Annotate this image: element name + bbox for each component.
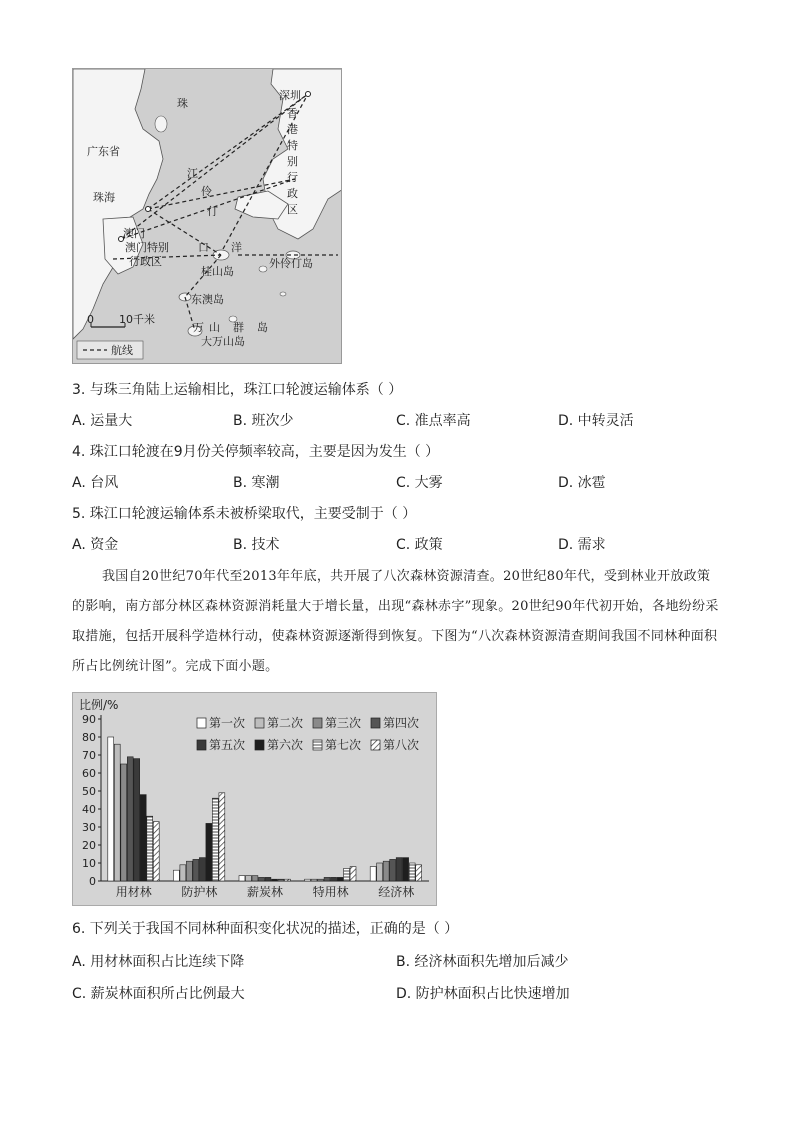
chart-bar — [259, 877, 265, 881]
map-svg — [73, 69, 342, 364]
chart-bar — [350, 867, 356, 881]
question-5-option-c[interactable]: C. 政策 — [396, 537, 443, 553]
chart-category-label: 经济林 — [378, 885, 415, 899]
scale-bar — [87, 312, 155, 327]
reading-passage: 我国自20世纪70年代至2013年年底，共开展了八次森林资源清查。20世纪80年代，受到林业开放政策的影响，南方部分林区森林资源消耗量大于增长量，出现“森林赤字”现象。20世纪90年代初开始，各地纷纷采取措施，包括开展科学造林行动，使森林资源逐渐得到恢复。下图为“八次森林资源清查期间我国不同林种面积所占比例统计图”。完成下面小题。 — [72, 569, 719, 674]
question-5-option-b[interactable]: B. 技术 — [233, 537, 280, 553]
map-label-ding: 仃 — [207, 205, 218, 218]
chart-bar — [305, 879, 311, 881]
islet-2 — [280, 292, 286, 296]
question-5-option-a[interactable]: A. 资金 — [72, 537, 119, 553]
map-label-guangdong: 广东省 — [87, 145, 120, 158]
map-label-wailingding: 外伶仃岛 — [269, 257, 313, 270]
map-label-wanshan-3: 群 — [233, 321, 244, 334]
chart-legend-swatch — [197, 718, 206, 728]
map-label-hk-2: 港 — [287, 123, 298, 136]
chart-bar — [344, 868, 350, 881]
chart-bar — [331, 877, 337, 881]
chart-legend-swatch — [371, 718, 380, 728]
map-label-hk-3: 特 — [287, 139, 298, 152]
chart-legend-swatch — [313, 718, 322, 728]
legend-label: 航线 — [111, 344, 133, 357]
chart-bar — [212, 798, 218, 881]
chart-legend-label: 第二次 — [267, 716, 304, 730]
map-label-hk-1: 香 — [287, 107, 298, 120]
chart-bar — [108, 737, 114, 881]
question-3-option-b[interactable]: B. 班次少 — [233, 413, 294, 429]
chart-legend-swatch — [371, 740, 380, 750]
chart-bar — [318, 879, 324, 881]
map-label-jiang: 江 — [187, 167, 198, 180]
scale-zero: 0 — [87, 313, 94, 326]
chart-legend-label: 第七次 — [325, 738, 362, 752]
question-4-option-b[interactable]: B. 寒潮 — [233, 475, 280, 491]
chart-bar — [114, 744, 120, 881]
chart-legend-label: 第八次 — [383, 738, 420, 752]
chart-bar — [278, 879, 284, 881]
map-label-hk-5: 行 — [287, 171, 298, 184]
chart-bar — [239, 876, 245, 881]
question-3-option-c[interactable]: C. 准点率高 — [396, 413, 471, 429]
chart-bar — [416, 865, 422, 881]
chart-y-tick-label: 10 — [82, 857, 96, 870]
question-3-option-d[interactable]: D. 中转灵活 — [558, 413, 634, 429]
question-3-option-a[interactable]: A. 运量大 — [72, 413, 133, 429]
map-label-kou: 口 — [198, 241, 209, 254]
chart-legend-label: 第三次 — [325, 716, 362, 730]
forest-type-chart — [72, 692, 437, 906]
chart-legend — [197, 715, 419, 752]
chart-bar — [153, 822, 159, 881]
chart-category-label: 薪炭林 — [246, 885, 284, 899]
chart-y-tick-label: 40 — [82, 803, 96, 816]
chart-legend-label: 第一次 — [209, 716, 246, 730]
chart-legend-label: 第六次 — [267, 738, 304, 752]
chart-legend-swatch — [197, 740, 206, 750]
map-label-hk-4: 别 — [287, 155, 298, 168]
chart-category-label: 防护林 — [181, 885, 218, 899]
chart-bar — [383, 861, 389, 881]
chart-bar — [403, 858, 409, 881]
map-label-shenzhen: 深圳 — [279, 89, 301, 102]
question-4-option-c[interactable]: C. 大雾 — [396, 475, 443, 491]
ferry-route-map — [72, 68, 342, 364]
chart-legend-swatch — [313, 740, 322, 750]
map-label-macau-admin: 行政区 — [129, 255, 162, 268]
map-label-zhuhai: 珠海 — [93, 191, 115, 204]
guangdong-land — [73, 69, 163, 339]
map-label-guishan: 桂山岛 — [201, 265, 234, 278]
chart-legend-swatch — [255, 740, 264, 750]
chart-bar — [180, 865, 186, 881]
question-5-stem: 5. 珠江口轮渡运输体系未被桥梁取代，主要受制于（ ） — [72, 506, 417, 522]
chart-bar — [272, 879, 278, 881]
question-4-option-a[interactable]: A. 台风 — [72, 475, 119, 491]
chart-y-tick-label: 20 — [82, 839, 96, 852]
chart-bar — [265, 877, 271, 881]
chart-bar — [127, 757, 133, 881]
chart-bar — [252, 876, 258, 881]
chart-bar — [311, 879, 317, 881]
chart-bar — [121, 764, 127, 881]
chart-bar — [193, 859, 199, 881]
map-label-wanshan-2: 山 — [209, 321, 220, 334]
chart-bar — [147, 816, 153, 881]
map-label-ling: 伶 — [201, 185, 212, 198]
map-label-zhu: 珠 — [177, 97, 188, 110]
map-label-yang: 洋 — [231, 241, 242, 254]
map-legend — [77, 341, 143, 359]
map-label-macau-sar: 澳门特别 — [125, 241, 169, 254]
chart-bar — [377, 863, 383, 881]
chart-bar — [173, 870, 179, 881]
question-6-option-b[interactable]: B. 经济林面积先增加后减少 — [396, 954, 569, 970]
question-6-stem: 6. 下列关于我国不同林种面积变化状况的描述，正确的是（ ） — [72, 921, 459, 937]
chart-legend-swatch — [255, 718, 264, 728]
chart-y-tick-label: 30 — [82, 821, 96, 834]
islet-4 — [155, 116, 167, 132]
chart-y-tick-label: 70 — [82, 749, 96, 762]
chart-bar — [219, 793, 225, 881]
chart-bar — [140, 795, 146, 881]
chart-legend-label: 第四次 — [383, 716, 420, 730]
question-6-option-c[interactable]: C. 薪炭林面积所占比例最大 — [72, 986, 245, 1002]
chart-bar — [134, 759, 140, 881]
chart-category-label: 特用林 — [312, 885, 349, 899]
chart-y-tick-label: 0 — [89, 875, 96, 888]
question-4-option-d[interactable]: D. 冰雹 — [558, 475, 606, 491]
question-5-option-d[interactable]: D. 需求 — [558, 537, 606, 553]
chart-y-tick-label: 90 — [82, 713, 96, 726]
chart-bar — [324, 877, 330, 881]
map-label-wanshan-1: 万 — [193, 321, 204, 334]
chart-bar — [390, 859, 396, 881]
chart-y-tick-label: 50 — [82, 785, 96, 798]
map-label-dawanshan: 大万山岛 — [201, 335, 245, 348]
chart-y-axis-label: 比例/% — [79, 698, 119, 712]
map-label-hk-7: 区 — [287, 203, 298, 216]
chart-bar — [409, 863, 415, 881]
chart-bars — [108, 737, 422, 881]
map-label-hk-6: 政 — [287, 187, 298, 200]
chart-bar — [246, 876, 252, 881]
map-label-wanshan-4: 岛 — [257, 321, 268, 334]
scale-label: 10千米 — [119, 313, 155, 326]
question-6-option-a[interactable]: A. 用材林面积占比连续下降 — [72, 954, 245, 970]
chart-svg — [73, 693, 436, 905]
chart-legend-label: 第五次 — [209, 738, 246, 752]
chart-bar — [186, 861, 192, 881]
map-label-dongao: 东澳岛 — [191, 293, 224, 306]
chart-bar — [285, 879, 291, 881]
islet-1 — [259, 266, 267, 272]
chart-y-tick-label: 60 — [82, 767, 96, 780]
chart-bar — [370, 867, 376, 881]
chart-y-tick-label: 80 — [82, 731, 96, 744]
question-4-stem: 4. 珠江口轮渡在9月份关停频率较高，主要是因为发生（ ） — [72, 444, 440, 460]
chart-bar — [206, 823, 212, 881]
map-label-macau: 澳门 — [123, 227, 145, 240]
question-6-option-d[interactable]: D. 防护林面积占比快速增加 — [396, 986, 570, 1002]
chart-bar — [396, 858, 402, 881]
chart-bar — [337, 877, 343, 881]
question-3-stem: 3. 与珠三角陆上运输相比，珠江口轮渡运输体系（ ） — [72, 382, 403, 398]
chart-bar — [199, 858, 205, 881]
chart-category-label: 用材林 — [115, 885, 152, 899]
